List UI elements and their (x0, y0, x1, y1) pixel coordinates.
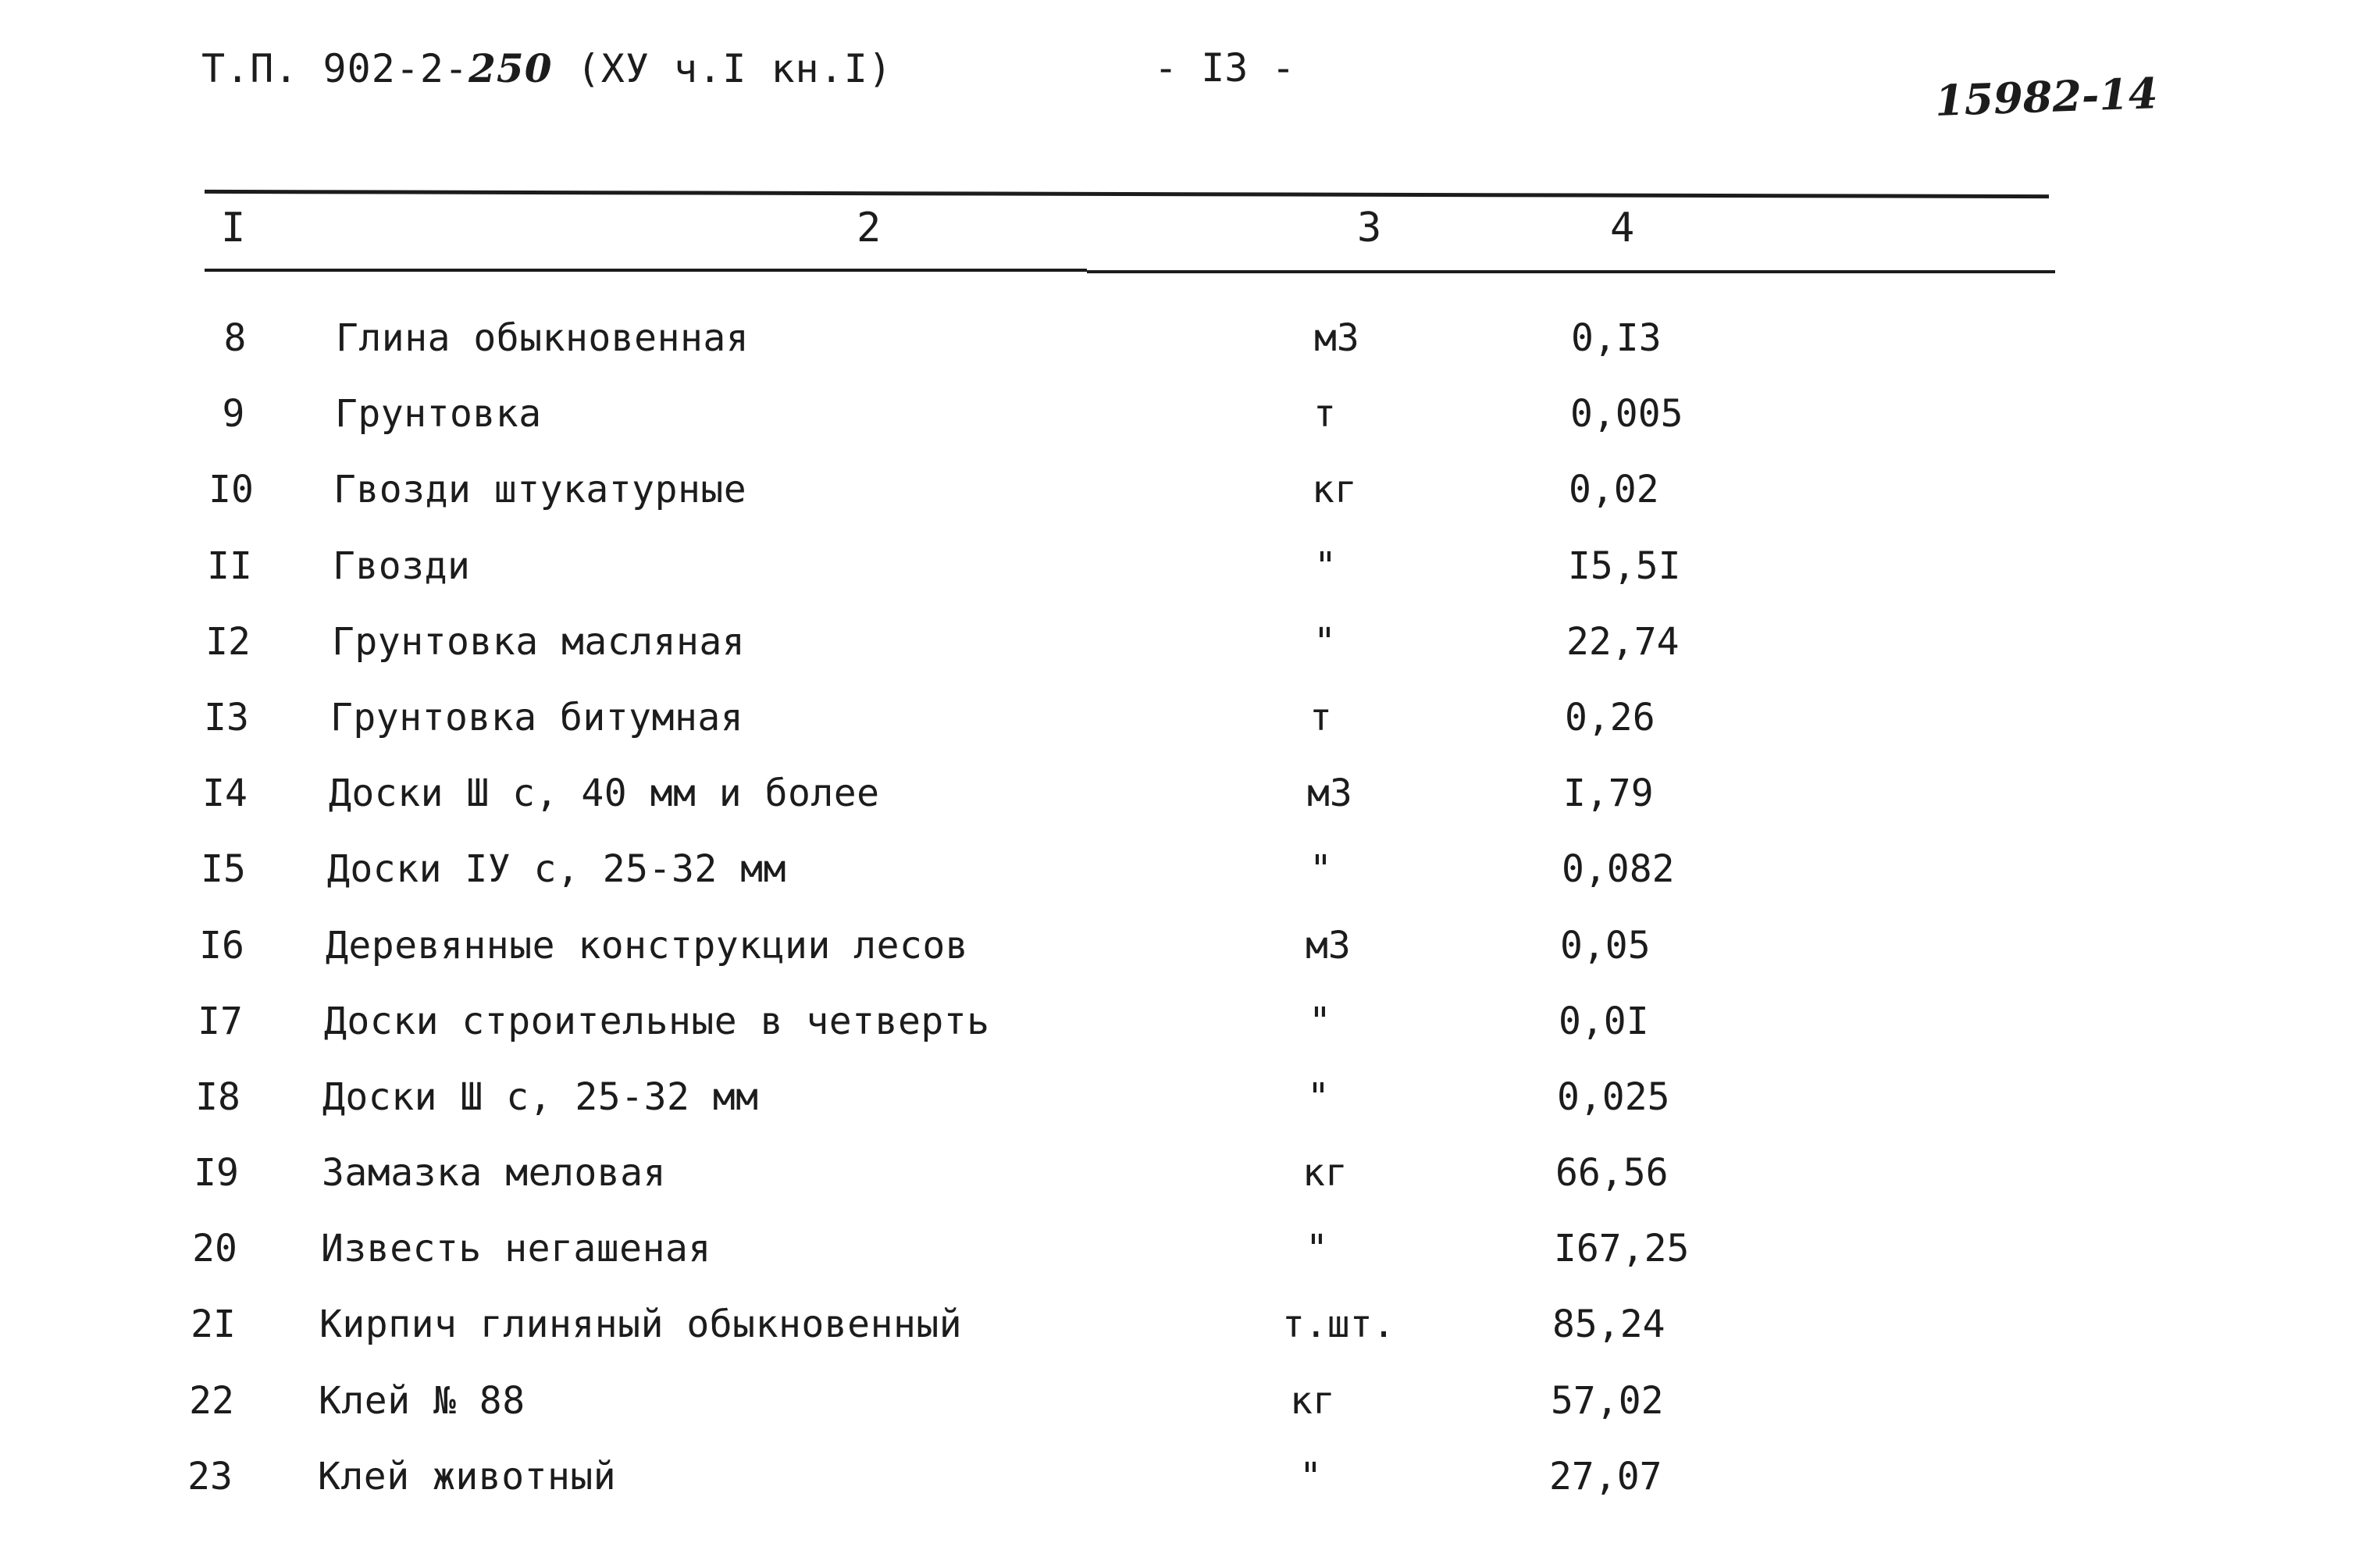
row-number: I3 (204, 695, 249, 739)
unit: " (1309, 847, 1332, 892)
row-number: 20 (192, 1227, 237, 1271)
quantity: 0,025 (1557, 1074, 1670, 1119)
row-number: I4 (202, 772, 248, 816)
table-row (0, 1075, 2362, 1151)
table-row (0, 316, 2362, 392)
unit: т (1313, 392, 1336, 437)
table-row (0, 544, 2362, 620)
material-name: Гвозди (333, 543, 471, 588)
material-name: Гвозди штукатурные (333, 468, 747, 512)
quantity: 27,07 (1549, 1454, 1662, 1499)
unit: " (1306, 1227, 1328, 1271)
material-name: Замазка меловая (322, 1151, 666, 1196)
quantity: I,79 (1563, 772, 1654, 816)
column-header-3: 3 (1357, 205, 1382, 251)
material-name: Деревянные конструкции лесов (326, 923, 969, 968)
table-header-rule-left (205, 269, 1087, 272)
row-number: 22 (189, 1378, 234, 1423)
unit: т.шт. (1282, 1303, 1395, 1347)
table-top-rule (205, 190, 2049, 198)
material-name: Грунтовка масляная (332, 619, 746, 664)
unit: т (1309, 695, 1332, 739)
unit: м3 (1306, 923, 1351, 968)
quantity: 0,02 (1569, 468, 1659, 512)
unit: " (1299, 1454, 1322, 1499)
quantity: 0,082 (1562, 847, 1675, 892)
table-row (0, 1379, 2362, 1455)
material-name: Грунтовка (335, 392, 542, 437)
row-number: II (207, 543, 252, 588)
material-name: Глина обыкновенная (336, 316, 750, 360)
row-number: 2I (191, 1303, 236, 1347)
quantity: 85,24 (1552, 1303, 1666, 1347)
unit: м3 (1314, 316, 1359, 360)
unit: " (1309, 999, 1331, 1043)
document-code-prefix: Т.П. 902-2- (201, 46, 469, 91)
row-number: I9 (194, 1151, 239, 1196)
unit: кг (1302, 1151, 1348, 1196)
quantity: 57,02 (1551, 1378, 1664, 1423)
row-number: I2 (205, 619, 251, 664)
table-row (0, 772, 2362, 847)
quantity: 0,005 (1570, 392, 1683, 437)
document-code-suffix: (ХУ ч.I кн.I) (576, 46, 892, 91)
material-name: Кирпич глиняный обыкновенный (319, 1303, 963, 1347)
quantity: 66,56 (1555, 1151, 1669, 1196)
unit: м3 (1307, 772, 1352, 816)
unit: " (1313, 619, 1336, 664)
column-header-4: 4 (1610, 205, 1635, 251)
table-row (0, 1000, 2362, 1075)
unit: кг (1312, 468, 1357, 512)
column-header-1: I (221, 205, 246, 251)
unit: " (1307, 1074, 1330, 1119)
quantity: I5,5I (1568, 543, 1681, 588)
quantity: 0,I3 (1571, 316, 1662, 360)
table-row (0, 392, 2362, 468)
table-row (0, 620, 2362, 696)
table-row (0, 924, 2362, 1000)
table-row (0, 1303, 2362, 1378)
row-number: I7 (198, 999, 243, 1043)
column-header-2: 2 (857, 205, 882, 251)
row-number: I8 (195, 1074, 240, 1119)
material-name: Грунтовка битумная (330, 695, 744, 739)
page-number: - I3 - (1154, 45, 1295, 91)
quantity: 0,05 (1560, 923, 1651, 968)
table-header-rule-right (1087, 270, 2055, 273)
material-name: Клей № 88 (319, 1378, 525, 1423)
row-number: 9 (222, 392, 245, 437)
table-row (0, 1151, 2362, 1227)
archive-number: 15982-14 (1933, 68, 2159, 126)
quantity: 0,26 (1565, 695, 1655, 739)
quantity: 0,0I (1559, 999, 1649, 1043)
quantity: I67,25 (1554, 1227, 1690, 1271)
document-code (201, 45, 892, 91)
row-number: 23 (187, 1454, 233, 1499)
row-number: I0 (208, 468, 254, 512)
table-row (0, 696, 2362, 772)
material-name: Клей животный (318, 1454, 617, 1499)
document-code-handwritten: 250 (468, 45, 553, 91)
unit: кг (1290, 1378, 1335, 1423)
unit: " (1314, 543, 1337, 588)
table-row (0, 1455, 2362, 1531)
material-name: Доски IУ с, 25-32 мм (327, 847, 786, 892)
material-name: Доски Ш с, 40 мм и более (329, 772, 880, 816)
quantity: 22,74 (1566, 619, 1680, 664)
table-row (0, 847, 2362, 923)
material-name: Известь негашеная (321, 1227, 711, 1271)
table-row (0, 468, 2362, 543)
materials-table (0, 316, 2362, 1531)
row-number: 8 (223, 316, 247, 360)
table-row (0, 1227, 2362, 1303)
material-name: Доски строительные в четверть (324, 999, 990, 1043)
material-name: Доски Ш с, 25-32 мм (322, 1074, 759, 1119)
row-number: I5 (201, 847, 246, 892)
row-number: I6 (199, 923, 244, 968)
